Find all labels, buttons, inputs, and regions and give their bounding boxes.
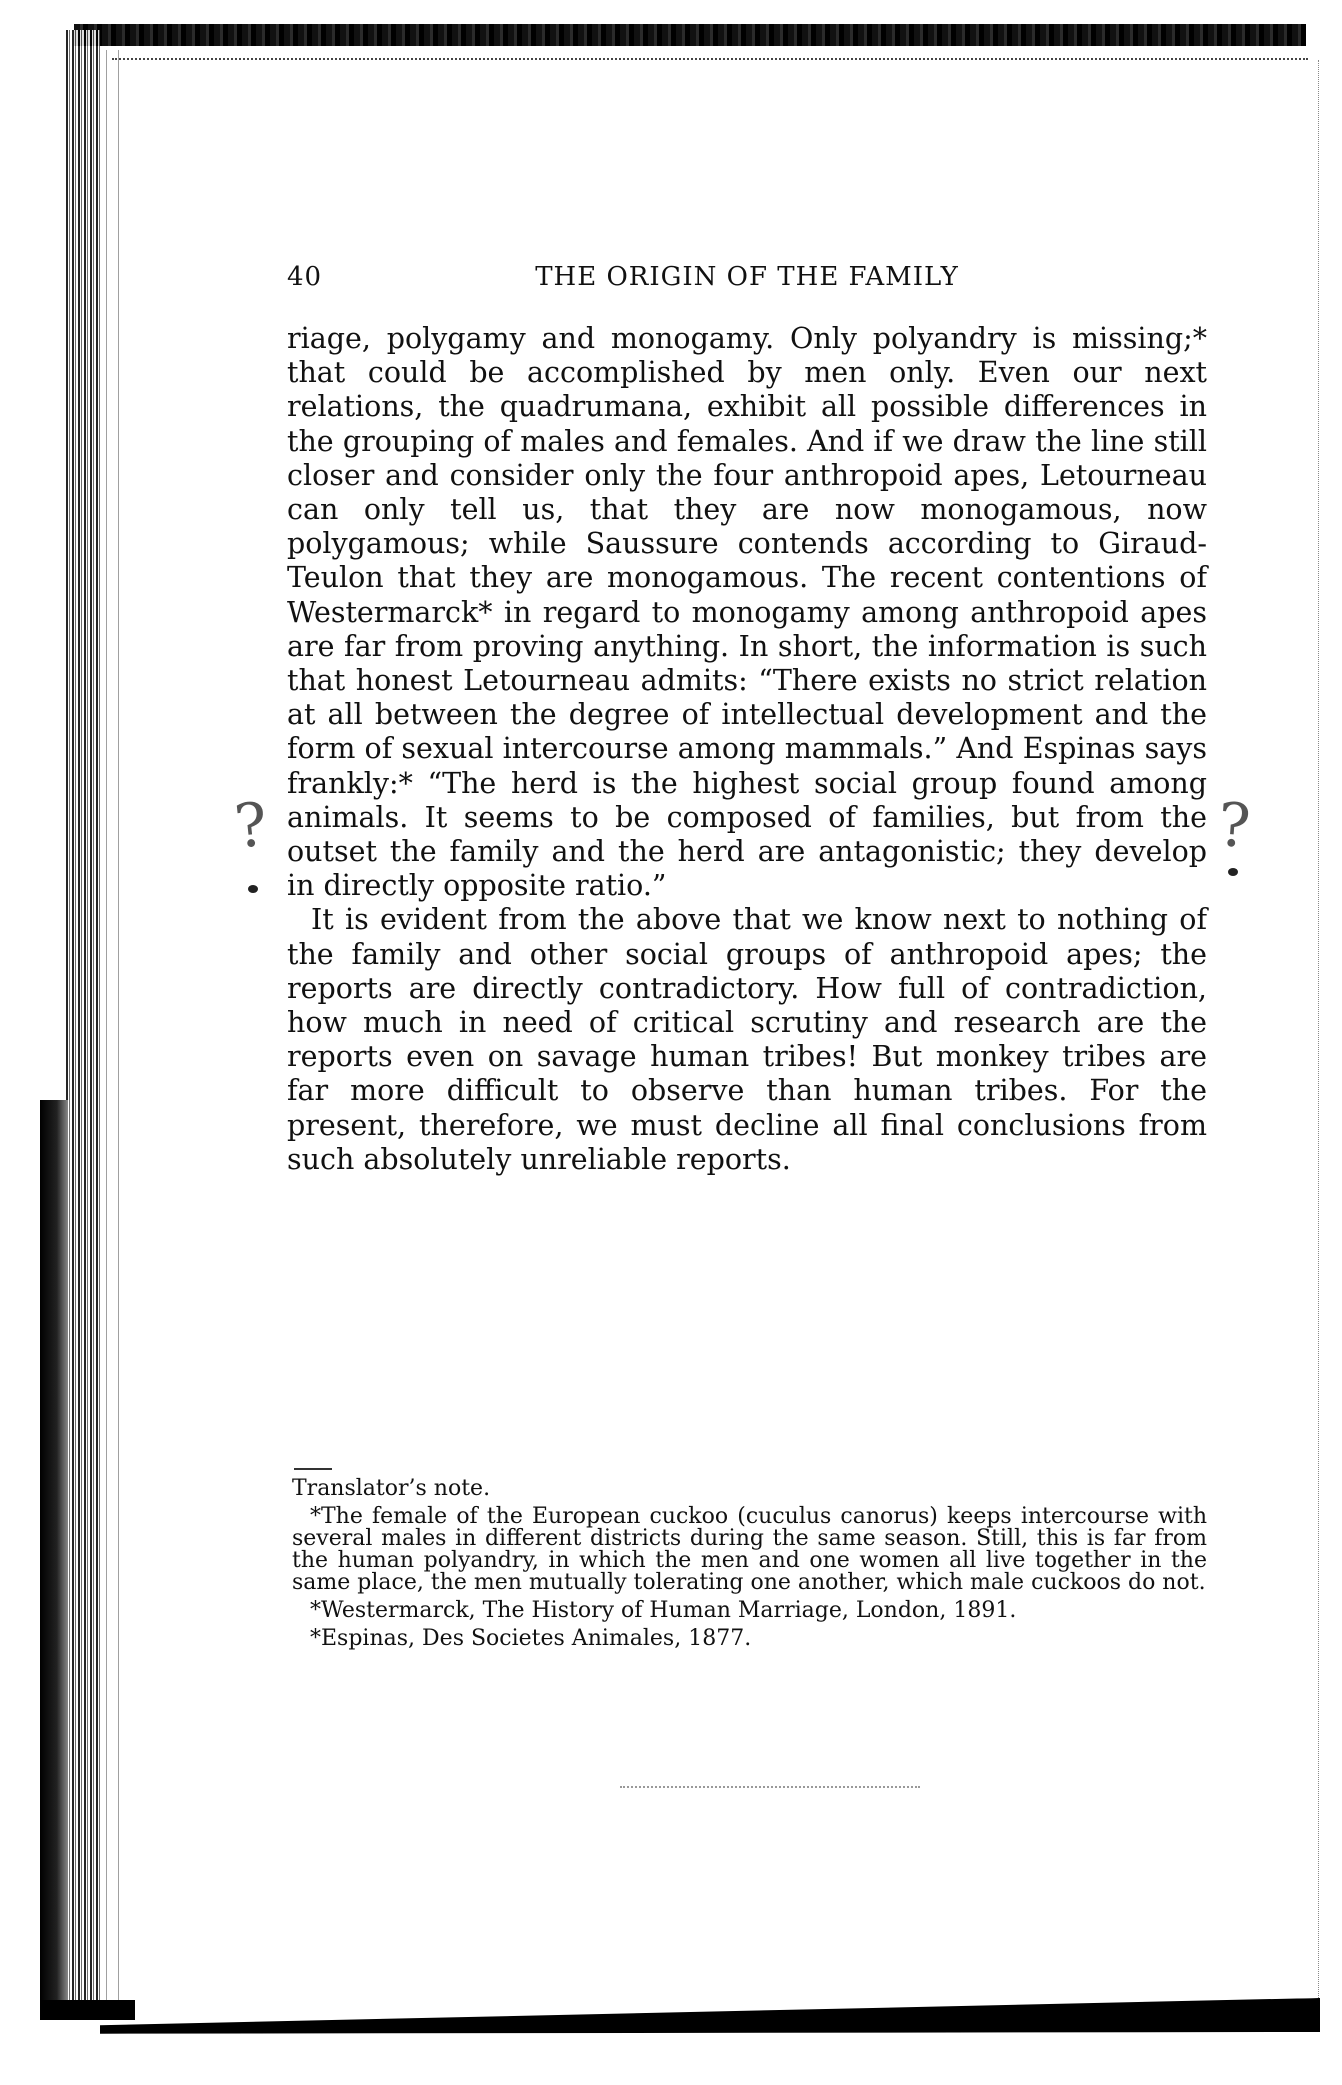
spine-dark-edge	[40, 1100, 68, 2010]
page-stack-lines	[100, 50, 130, 2010]
page-header	[287, 262, 1207, 302]
paragraph: It is evident from the above that we know next to nothing of the family and other social groups of anthropoid apes; the reports are directly contradictory. How full of contradiction, how much in need of critical scrutiny and research are the reports even on savage human tribes! But monkey tribes are far more difficult to observe than human tribes. For the present, therefore, we must decline all final conclusions from such absolutely unreliable reports.	[287, 903, 1207, 1176]
book-spine-shadow	[66, 30, 100, 2012]
footnote: *Westermarck, The History of Human Marriage, London, 1891.	[310, 1598, 1017, 1623]
running-head: THE ORIGIN OF THE FAMILY	[535, 262, 959, 292]
footnote: *Espinas, Des Societes Animales, 1877.	[310, 1626, 752, 1651]
page-right-edge	[1318, 60, 1321, 2010]
margin-question-mark-right: ?	[1215, 789, 1253, 863]
footnote-label: Translator’s note.	[292, 1476, 491, 1501]
scan-bottom-edge	[100, 1998, 1320, 2049]
footnote-divider	[294, 1468, 332, 1470]
footnote: *The female of the European cuckoo (cuculus canorus) keeps intercourse with several males in different districts during the same season. Still, this is far from the human polyandry, in which the men and one women all live together in the same place, the men mutually tolerating one another, which male cuckoos do not.	[292, 1504, 1207, 1595]
page-top-border	[112, 58, 1308, 64]
paragraph: riage, polygamy and monogamy. Only polyandry is missing;* that could be accomplished by men only. Even our next relations, the quadrumana, exhibit all possible differences in the grouping of males and females. And if we draw the line still closer and consider only the four anthropoid apes, Letourneau can only tell us, that they are now monogamous, now polygamous; while Saussure contends according to Giraud-Teulon that they are monogamous. The recent contentions of Westermarck* in regard to monogamy among anthropoid apes are far from proving anything. In short, the information is such that honest Letourneau admits: “There exists no strict relation at all between the degree of intellectual development and the form of sexual intercourse among mammals.” And Espinas says frankly:* “The herd is the highest social group found among animals. It seems to be composed of families, but from the outset the family and the herd are antagonistic; they develop in directly opposite ratio.”	[287, 322, 1207, 903]
scan-bottom-corner	[40, 2000, 135, 2020]
page-number: 40	[287, 262, 323, 292]
scan-top-edge	[74, 24, 1306, 46]
margin-ink-dot-right	[1228, 868, 1238, 876]
margin-ink-dot-left	[248, 885, 258, 893]
footnotes	[292, 1478, 1207, 1656]
body-text	[287, 322, 1207, 1177]
margin-question-mark-left: ?	[231, 789, 271, 863]
scan-dotted-artifact	[620, 1786, 920, 1789]
